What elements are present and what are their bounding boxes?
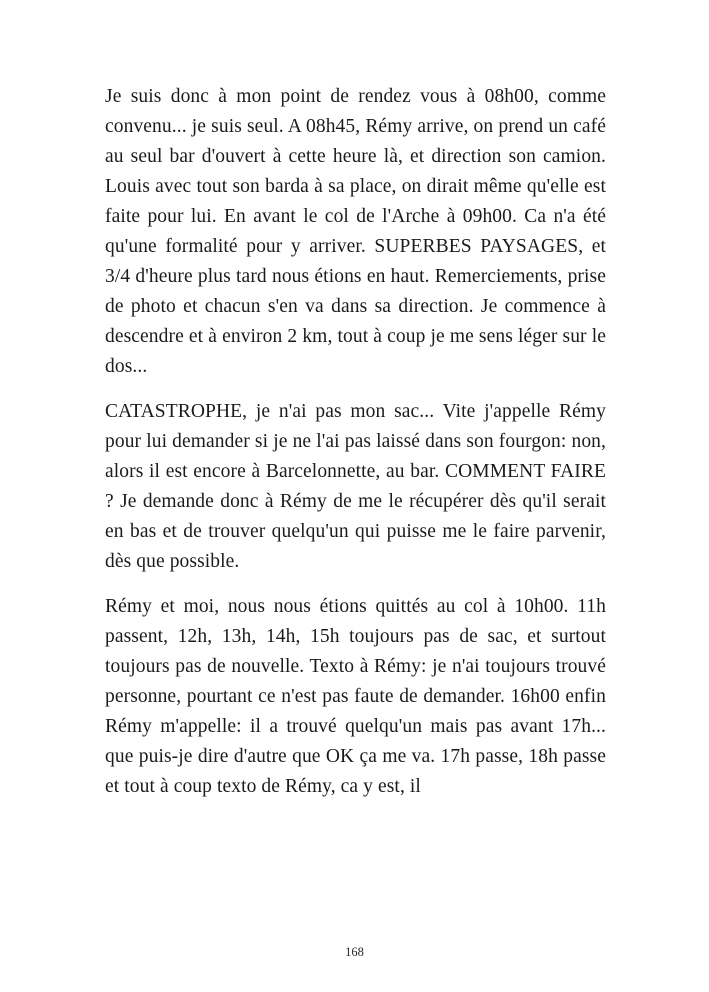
paragraph-3: Rémy et moi, nous nous étions quittés au col à 10h00. 11h passent, 12h, 13h, 14h, 15h toujours pas de sac, et surtout toujours pas de nouvelle. Texto à Rémy: je n'ai toujours trouvé personne, pourtant ce n'est pas faute de demander. 16h00 enfin Rémy m'appelle: il a trouvé quelqu'un mais pas avant 17h... que puis-je dire d'autre que OK ça me va. 17h passe, 18h passe et tout à coup texto de Rémy, ca y est, il: [105, 596, 606, 797]
paragraph-1: Je suis donc à mon point de rendez vous à 08h00, comme convenu... je suis seul. A 08h45, Rémy arrive, on prend un café au seul bar d'ouvert à cette heure là, et direction son camion. Louis avec tout son barda à sa place, on dirait même qu'elle est faite pour lui. En avant le col de l'Arche à 09h00. Ca n'a été qu'une formalité pour y arriver. SUPERBES PAYSAGES, et 3/4 d'heure plus tard nous étions en haut. Remerciements, prise de photo et chacun s'en va dans sa direction. Je commence à descendre et à environ 2 km, tout à coup je me sens léger sur le dos...: [105, 86, 606, 377]
page-number: 168: [345, 945, 364, 959]
page-body: [105, 82, 606, 817]
paragraph-2: CATASTROPHE, je n'ai pas mon sac... Vite j'appelle Rémy pour lui demander si je ne l'ai pas laissé dans son fourgon: non, alors il est encore à Barcelonnette, au bar. COMMENT FAIRE ? Je demande donc à Rémy de me le récupérer dès qu'il serait en bas et de trouver quelqu'un qui puisse me le faire parvenir, dès que possible.: [105, 401, 606, 572]
